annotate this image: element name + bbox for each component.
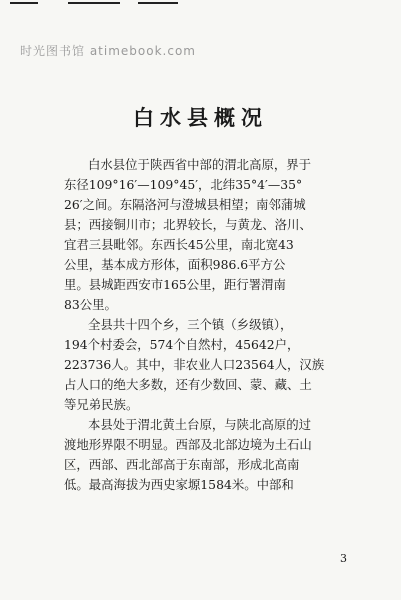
top-rule xyxy=(138,2,178,4)
text-line: 东径109°16′—109°45′，北纬35°4′—35° xyxy=(64,177,303,192)
text-line: 占人口的绝大多数，还有少数回、蒙、藏、土 xyxy=(64,377,312,392)
page-title: 白水县概况 xyxy=(133,106,268,130)
text-line: 渡地形界限不明显。西部及北部边境为土石山 xyxy=(64,437,312,452)
body-text xyxy=(64,155,364,495)
text-line: 83公里。 xyxy=(64,297,117,312)
page-number: 3 xyxy=(340,552,347,565)
text-line: 低。最高海拔为西史家塬1584米。中部和 xyxy=(64,477,294,492)
text-line: 宜君三县毗邻。东西长45公里，南北宽43 xyxy=(64,237,294,252)
text-line: 26′之间。东隔洛河与澄城县相望；南邻蒲城 xyxy=(64,197,306,212)
text-line: 等兄弟民族。 xyxy=(64,397,139,412)
text-line: 公里，基本成方形体，面积986.6平方公 xyxy=(64,257,286,272)
watermark: 时光图书馆 atimebook.com xyxy=(20,44,196,58)
text-line: 全县共十四个乡，三个镇（乡级镇）， xyxy=(88,317,293,332)
text-line: 里。县城距西安市165公里，距行署渭南 xyxy=(64,277,286,292)
text-line: 本县处于渭北黄土台原，与陕北高原的过 xyxy=(88,417,312,432)
top-rule xyxy=(68,2,120,4)
text-line: 194个村委会，574个自然村，45642户， xyxy=(64,337,300,352)
text-line: 白水县位于陕西省中部的渭北高原，界于 xyxy=(88,157,312,172)
text-line: 223736人。其中，非农业人口23564人，汉族 xyxy=(64,357,325,372)
text-line: 区，西部、西北部高于东南部，形成北高南 xyxy=(64,457,300,472)
text-line: 县；西接铜川市；北界较长，与黄龙、洛川、 xyxy=(64,217,312,232)
top-rule xyxy=(10,2,38,4)
